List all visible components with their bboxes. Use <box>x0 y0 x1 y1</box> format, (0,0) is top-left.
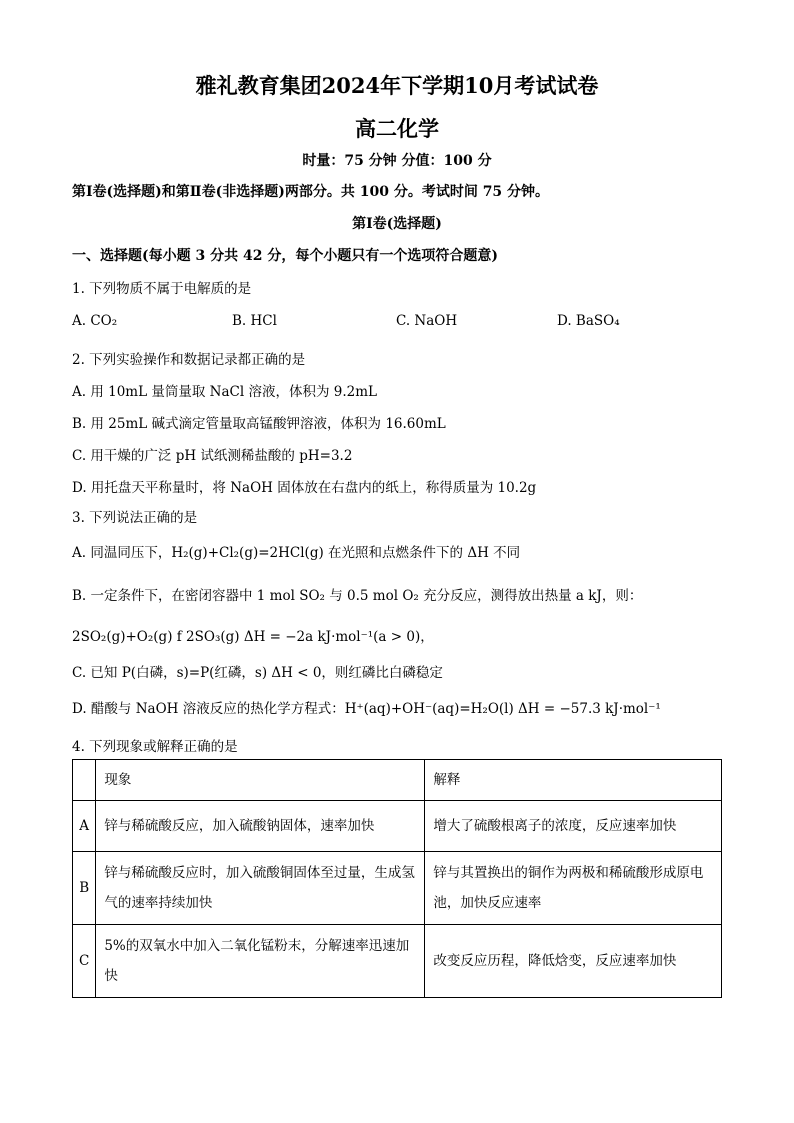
table-header-explanation: 解释 <box>425 760 722 801</box>
row-explanation: 增大了硫酸根离子的浓度，反应速率加快 <box>425 801 722 852</box>
table-header-row <box>73 760 722 801</box>
exam-title: 雅礼教育集团2024年下学期10月考试试卷 <box>195 73 599 98</box>
q3-option-b: B. 一定条件下，在密闭容器中 1 mol SO₂ 与 0.5 mol O₂ 充分反应，测得放出热量 a kJ，则： <box>72 588 643 604</box>
q2-option-d: D. 用托盘天平称量时，将 NaOH 固体放在右盘内的纸上，称得质量为 10.2g <box>72 480 537 496</box>
table-header-key <box>73 760 96 801</box>
table-header-phenomenon: 现象 <box>96 760 425 801</box>
q4-stem: 4. 下列现象或解释正确的是 <box>72 739 238 755</box>
q2-option-c: C. 用干燥的广泛 pH 试纸测稀盐酸的 pH=3.2 <box>72 448 353 464</box>
row-key: B <box>73 852 96 925</box>
q1-option-d: D. BaSO₄ <box>557 313 620 329</box>
q1-stem: 1. 下列物质不属于电解质的是 <box>72 281 252 297</box>
q1-option-c: C. NaOH <box>396 313 458 329</box>
q3-option-b-equation: 2SO₂(g)+O₂(g) f 2SO₃(g) ΔH = −2a kJ·mol⁻¹(a > 0)， <box>72 629 434 645</box>
part-title: 一、选择题(每小题 3 分共 42 分，每个小题只有一个选项符合题意) <box>72 248 498 264</box>
q4-table <box>72 759 722 998</box>
q2-option-b: B. 用 25mL 碱式滴定管量取高锰酸钾溶液，体积为 16.60mL <box>72 416 446 432</box>
row-key: A <box>73 801 96 852</box>
q1-option-b: B. HCl <box>232 313 277 329</box>
row-explanation: 改变反应历程，降低焓变，反应速率加快 <box>425 925 722 998</box>
row-explanation: 锌与其置换出的铜作为两极和稀硫酸形成原电池，加快反应速率 <box>425 852 722 925</box>
exam-notice: 第Ⅰ卷(选择题)和第Ⅱ卷(非选择题)两部分。共 100 分。考试时间 75 分钟。 <box>72 184 550 200</box>
row-phenomenon: 5%的双氧水中加入二氧化锰粉末，分解速率迅速加快 <box>96 925 425 998</box>
table-row <box>73 852 722 925</box>
q3-option-c: C. 已知 P(白磷，s)=P(红磷，s) ΔH < 0，则红磷比白磷稳定 <box>72 665 443 681</box>
section-title: 第Ⅰ卷(选择题) <box>352 216 442 232</box>
subject-title: 高二化学 <box>355 116 439 141</box>
row-phenomenon: 锌与稀硫酸反应，加入硫酸钠固体，速率加快 <box>96 801 425 852</box>
table-row <box>73 925 722 998</box>
q3-stem: 3. 下列说法正确的是 <box>72 510 198 526</box>
q2-stem: 2. 下列实验操作和数据记录都正确的是 <box>72 352 306 368</box>
q1-option-a: A. CO₂ <box>72 313 118 329</box>
table-row <box>73 801 722 852</box>
row-phenomenon: 锌与稀硫酸反应时，加入硫酸铜固体至过量，生成氢气的速率持续加快 <box>96 852 425 925</box>
row-key: C <box>73 925 96 998</box>
q2-option-a: A. 用 10mL 量筒量取 NaCl 溶液，体积为 9.2mL <box>72 384 377 400</box>
q3-option-a: A. 同温同压下，H₂(g)+Cl₂(g)=2HCl(g) 在光照和点燃条件下的 ΔH 不同 <box>72 545 521 561</box>
time-score: 时量：75 分钟 分值：100 分 <box>302 153 492 169</box>
q3-option-d: D. 醋酸与 NaOH 溶液反应的热化学方程式：H⁺(aq)+OH⁻(aq)=H₂O(l) ΔH = −57.3 kJ·mol⁻¹ <box>72 701 661 717</box>
